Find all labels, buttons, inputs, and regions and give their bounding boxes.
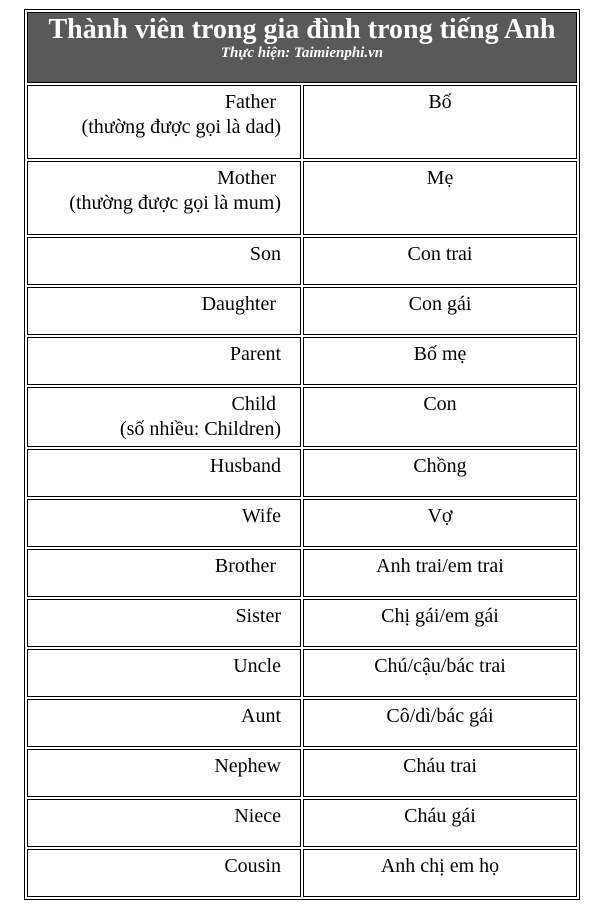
- english-term-cell: [27, 499, 301, 547]
- english-term: Aunt: [241, 705, 281, 727]
- page-title: Thành viên trong gia đình trong tiếng Anh: [48, 14, 556, 45]
- english-term: Niece: [234, 805, 281, 827]
- vietnamese-term: Cô/dì/bác gái: [386, 705, 494, 727]
- english-term-cell: [27, 337, 301, 385]
- english-term: Father: [224, 91, 281, 113]
- english-term: Uncle: [233, 655, 281, 677]
- english-term-cell: [27, 287, 301, 335]
- table-row: [27, 287, 577, 335]
- vietnamese-term: Cháu gái: [404, 805, 476, 827]
- vietnamese-term-cell: [303, 499, 577, 547]
- english-term: Mother: [217, 167, 281, 189]
- vietnamese-term-cell: [303, 449, 577, 497]
- vietnamese-term: Con gái: [408, 293, 472, 315]
- table-row: [27, 449, 577, 497]
- header-row: [27, 12, 577, 83]
- english-term-cell: [27, 749, 301, 797]
- page-subtitle: Thực hiện: Taimienphi.vn: [220, 45, 384, 61]
- table-row: [27, 849, 577, 897]
- table-row: [27, 337, 577, 385]
- table-row: [27, 599, 577, 647]
- vietnamese-term: Con: [423, 393, 457, 415]
- vietnamese-term-cell: [303, 799, 577, 847]
- english-term: Wife: [241, 505, 281, 527]
- english-term-note: (số nhiều: Children): [119, 418, 281, 440]
- table-row: [27, 499, 577, 547]
- table-row: [27, 85, 577, 159]
- vietnamese-term: Con trai: [407, 243, 473, 265]
- english-term-cell: [27, 649, 301, 697]
- header-cell: [27, 12, 577, 83]
- vietnamese-term-cell: [303, 699, 577, 747]
- vietnamese-term-cell: [303, 649, 577, 697]
- family-members-table: [24, 9, 580, 900]
- english-term-cell: [27, 799, 301, 847]
- english-term-cell: [27, 699, 301, 747]
- vietnamese-term-cell: [303, 387, 577, 447]
- vietnamese-term: Vợ: [427, 505, 453, 527]
- english-term-cell: [27, 161, 301, 235]
- english-term-note: (thường được gọi là mum): [69, 192, 281, 214]
- vietnamese-term-cell: [303, 599, 577, 647]
- english-term: Sister: [235, 605, 281, 627]
- vietnamese-term: Mẹ: [426, 167, 454, 189]
- vietnamese-term-cell: [303, 161, 577, 235]
- english-term: Parent: [229, 343, 281, 365]
- vietnamese-term: Cháu trai: [403, 755, 477, 777]
- english-term: Brother: [214, 555, 281, 577]
- table-row: [27, 161, 577, 235]
- english-term-cell: [27, 449, 301, 497]
- vietnamese-term-cell: [303, 849, 577, 897]
- vietnamese-term: Chị gái/em gái: [381, 605, 499, 627]
- vietnamese-term: Anh trai/em trai: [376, 555, 504, 577]
- vietnamese-term-cell: [303, 237, 577, 285]
- vietnamese-term-cell: [303, 337, 577, 385]
- vietnamese-term: Bố mẹ: [413, 343, 467, 365]
- table-row: [27, 799, 577, 847]
- vietnamese-term-cell: [303, 287, 577, 335]
- table-row: [27, 387, 577, 447]
- vietnamese-term-cell: [303, 85, 577, 159]
- vietnamese-term: Chồng: [413, 455, 467, 477]
- english-term: Daughter: [201, 293, 281, 315]
- vietnamese-term: Chú/cậu/bác trai: [374, 655, 506, 677]
- vietnamese-term: Anh chị em họ: [380, 855, 500, 877]
- english-term-note: (thường được gọi là dad): [81, 116, 281, 138]
- english-term-cell: [27, 599, 301, 647]
- english-term: Cousin: [224, 855, 281, 877]
- english-term: Husband: [209, 455, 281, 477]
- english-term-cell: [27, 549, 301, 597]
- table-row: [27, 237, 577, 285]
- vietnamese-term-cell: [303, 749, 577, 797]
- vietnamese-term: Bố: [428, 91, 452, 113]
- table-row: [27, 649, 577, 697]
- table-row: [27, 749, 577, 797]
- english-term: Child: [231, 393, 281, 415]
- english-term-cell: [27, 849, 301, 897]
- english-term-cell: [27, 85, 301, 159]
- english-term-cell: [27, 237, 301, 285]
- english-term-cell: [27, 387, 301, 447]
- vietnamese-term-cell: [303, 549, 577, 597]
- english-term: Nephew: [214, 755, 281, 777]
- table-row: [27, 549, 577, 597]
- table-row: [27, 699, 577, 747]
- english-term: Son: [249, 243, 281, 265]
